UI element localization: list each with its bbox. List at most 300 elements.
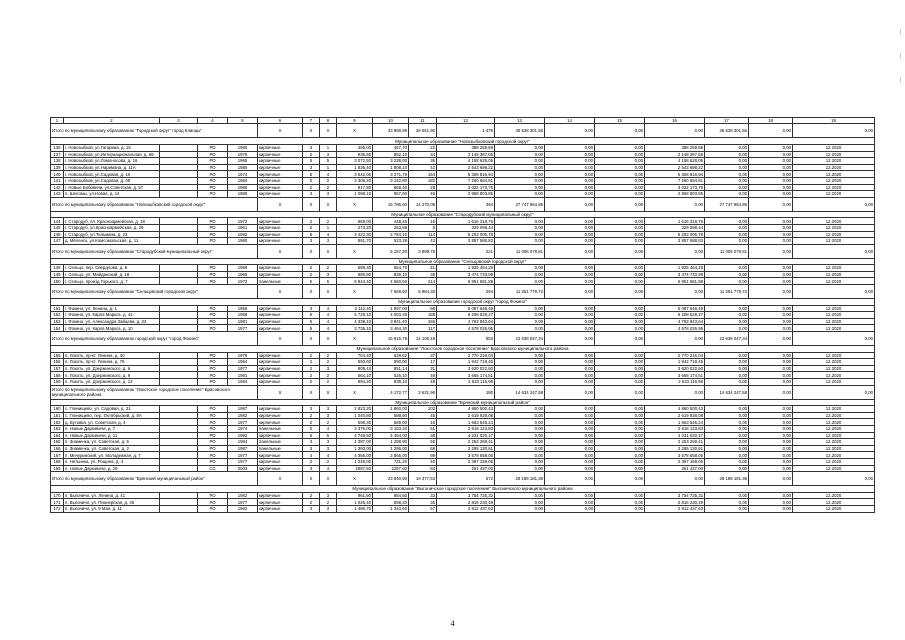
table-cell: 1972 — [228, 218, 258, 225]
table-cell: 394 — [437, 197, 495, 211]
table-cell: 12.2020 — [793, 499, 875, 506]
table-cell: 12.2020 — [793, 452, 875, 459]
table-cell: 0,00 — [705, 352, 749, 359]
table-cell: 12.2020 — [793, 312, 875, 319]
table-cell: 2 — [303, 492, 320, 499]
table-cell: 2 633 116,98 — [645, 379, 705, 386]
table-cell: 3 735,10 — [337, 325, 373, 332]
table-cell: 140 — [51, 171, 64, 178]
table-cell: 5 851 581,88 — [645, 278, 705, 285]
table-cell: 251 437,00 — [437, 465, 495, 472]
table-row — [51, 158, 875, 165]
table-cell: 3 668 174,51 — [437, 372, 495, 379]
table-cell: кирпичные — [258, 305, 303, 312]
table-cell: 0,00 — [545, 224, 595, 231]
table-cell: 7 569,50 — [373, 285, 409, 299]
table-cell: 3 754 725,32 — [437, 492, 495, 499]
table-cell: 3 238,00 — [373, 158, 409, 165]
table-cell: 1982 — [228, 432, 258, 439]
table-cell: п. Выгоничи, ул. Пионерская, д. 45 — [64, 499, 160, 506]
table-cell: 33 — [409, 492, 437, 499]
table-cell: 2 — [303, 458, 320, 465]
table-cell: 164 — [51, 432, 64, 439]
table-cell: 12.2020 — [793, 406, 875, 413]
table-cell: РО — [198, 151, 228, 158]
table-cell: Итого по муниципальному образованию "Брянский муниципальный район" — [51, 472, 258, 486]
table-cell: 17 — [705, 118, 749, 124]
table-cell: 851,14 — [373, 365, 409, 372]
table-row — [51, 359, 875, 366]
table-cell: 0,00 — [749, 285, 793, 299]
table-cell: 166 — [409, 318, 437, 325]
table-cell: 4 — [320, 452, 337, 459]
table-cell: 12.2020 — [793, 184, 875, 191]
table-cell: 1977 — [228, 458, 258, 465]
table-cell: 0,00 — [595, 144, 645, 151]
table-cell: 0,00 — [705, 231, 749, 238]
table-cell: 188 — [409, 312, 437, 319]
table-cell: 0,00 — [545, 432, 595, 439]
table-cell: 0,00 — [749, 305, 793, 312]
table-cell: 5 — [303, 312, 320, 319]
table-cell: 5 984,30 — [409, 285, 437, 299]
table-cell: X — [320, 124, 337, 138]
table-cell: 66 — [409, 305, 437, 312]
table-cell — [160, 318, 198, 325]
table-cell: 3 — [303, 505, 320, 512]
table-cell: 2 865,00 — [373, 452, 409, 459]
table-cell: кирпичные — [258, 452, 303, 459]
table-cell: п. Выгоничи, ул. 9 Мая, д. 11 — [64, 505, 160, 512]
table-cell: 35 — [409, 499, 437, 506]
table-body — [51, 118, 875, 513]
table-cell: 12 — [437, 118, 495, 124]
table-cell: X — [320, 332, 337, 346]
table-cell: 36 — [409, 158, 437, 165]
table-cell: 2 148 367,65 — [437, 151, 495, 158]
table-cell: 1977 — [228, 325, 258, 332]
table-cell: кирпичные — [258, 365, 303, 372]
table-cell: СС — [198, 465, 228, 472]
table-cell: 593,60 — [337, 359, 373, 366]
table-cell: 1 393,00 — [337, 445, 373, 452]
table-cell: 0,00 — [495, 365, 545, 372]
table-cell: X — [337, 197, 373, 211]
table-cell: 2 397 159,05 — [645, 458, 705, 465]
table-cell: 4 560,50 — [373, 278, 409, 285]
table-cell: Муниципальное образование "Брянский муниципальный район" — [51, 399, 875, 406]
table-cell: 19 — [793, 118, 875, 124]
table-row — [51, 412, 875, 419]
table-cell: 28 188 181,36 — [705, 472, 749, 486]
table-cell: 495,00 — [337, 144, 373, 151]
table-cell: 0,00 — [645, 332, 705, 346]
table-cell: 0,00 — [545, 406, 595, 413]
table-cell: 169 — [51, 465, 64, 472]
table-cell: 12.2020 — [793, 465, 875, 472]
table-cell: 0,00 — [749, 379, 793, 386]
table-cell: 0,00 — [495, 325, 545, 332]
table-cell: 0,00 — [749, 265, 793, 272]
table-cell: Муниципальное образование "Выгоничское городское поселение" Выгоничского муниципального района — [51, 486, 875, 493]
table-cell: 0,00 — [595, 124, 645, 138]
section-title-row — [51, 399, 875, 406]
table-cell: Итого по муниципальному образованию "Локотское городское поселение" Брасовского муниципального района — [51, 385, 258, 399]
table-cell: 3 306,20 — [337, 177, 373, 184]
table-cell: 550,00 — [373, 359, 409, 366]
table-cell: 5 844,40 — [337, 278, 373, 285]
table-cell: 11 006 078,81 — [495, 244, 545, 258]
table-cell: 12.2020 — [793, 352, 875, 359]
table-cell: 0,00 — [495, 452, 545, 459]
table-cell: 1980 — [228, 238, 258, 245]
table-cell: панельные — [258, 445, 303, 452]
table-cell: РО — [198, 412, 228, 419]
table-row — [51, 184, 875, 191]
table-cell — [160, 271, 198, 278]
table-cell: 0,00 — [705, 144, 749, 151]
table-cell: 137 — [51, 151, 64, 158]
table-cell: 154 — [409, 171, 437, 178]
table-cell — [160, 325, 198, 332]
table-cell: 0,00 — [545, 359, 595, 366]
table-cell: 0,00 — [645, 472, 705, 486]
table-cell: 0,00 — [793, 385, 875, 399]
table-row — [51, 171, 875, 178]
table-cell: 2 812 437,63 — [437, 505, 495, 512]
table-cell — [160, 406, 198, 413]
table-cell: 1959 — [228, 265, 258, 272]
table-cell: 1 288,90 — [373, 439, 409, 446]
table-cell: 5 — [320, 158, 337, 165]
table-cell: 5 — [303, 325, 320, 332]
table-cell: 0,00 — [595, 432, 645, 439]
table-cell: 0,00 — [595, 439, 645, 446]
table-cell: 147 — [51, 238, 64, 245]
table-cell: 935,50 — [337, 151, 373, 158]
table-cell: 0,00 — [749, 458, 793, 465]
table-cell: 0,00 — [595, 325, 645, 332]
table-cell: 0,00 — [705, 318, 749, 325]
table-cell: Итого по муниципальному образованию "Сельцовский городской округ" — [51, 285, 258, 299]
table-cell: 0,00 — [705, 439, 749, 446]
table-cell: 0,00 — [749, 124, 793, 138]
table-cell: РО — [198, 419, 228, 426]
table-cell: 0,00 — [749, 318, 793, 325]
table-cell: 143 — [51, 191, 64, 198]
table-cell: 2 770 216,04 — [437, 352, 495, 359]
table-cell: РО — [198, 452, 228, 459]
table-cell: 0,00 — [495, 419, 545, 426]
table-cell: 12.2020 — [793, 238, 875, 245]
table-cell: 0,00 — [705, 406, 749, 413]
table-cell: 0,00 — [595, 505, 645, 512]
table-cell: 1 942 718,45 — [645, 359, 705, 366]
table-cell: X — [258, 197, 303, 211]
table-cell: 0,00 — [595, 231, 645, 238]
table-cell: 0,00 — [749, 158, 793, 165]
table-cell: 2 — [303, 184, 320, 191]
table-row — [51, 238, 875, 245]
table-cell: 12.2020 — [793, 278, 875, 285]
table-cell: X — [258, 332, 303, 346]
table-cell: X — [337, 385, 373, 399]
table-cell: 0,00 — [545, 158, 595, 165]
table-cell — [160, 425, 198, 432]
table-cell: 2 — [64, 118, 160, 124]
table-cell: 14 634 247,58 — [495, 385, 545, 399]
table-cell: 0,00 — [545, 439, 595, 446]
table-cell: 23 840,90 — [373, 472, 409, 486]
table-cell: 0,00 — [645, 244, 705, 258]
table-cell: 5 — [303, 177, 320, 184]
table-cell — [160, 372, 198, 379]
table-row — [51, 372, 875, 379]
table-cell: 5 — [303, 278, 320, 285]
table-cell: 0,00 — [705, 177, 749, 184]
table-cell: 1 860,00 — [373, 406, 409, 413]
table-cell: РО — [198, 499, 228, 506]
table-cell — [160, 312, 198, 319]
table-cell: 0,00 — [749, 499, 793, 506]
table-cell: 891,70 — [337, 238, 373, 245]
table-cell: 629,62 — [373, 352, 409, 359]
table-cell: 0,00 — [595, 452, 645, 459]
table-cell: г. Новозыбков, ул.Наримана, д. 11А — [64, 164, 160, 171]
table-cell: X — [258, 244, 303, 258]
table-cell: 0,00 — [545, 412, 595, 419]
table-cell: 3 022 173,75 — [645, 184, 705, 191]
table-cell: РО — [198, 425, 228, 432]
table-cell: 448,45 — [373, 218, 409, 225]
table-cell: 0,00 — [645, 285, 705, 299]
table-cell: 0,00 — [545, 191, 595, 198]
table-cell: д. Меленск, ул.Комсомольская, д. 11 — [64, 238, 160, 245]
table-cell: 0,00 — [495, 278, 545, 285]
table-cell — [160, 365, 198, 372]
table-cell: 2 868 803,85 — [645, 191, 705, 198]
table-cell: 214 — [409, 278, 437, 285]
table-cell: 3 857 588,83 — [645, 238, 705, 245]
table-cell: 0,00 — [545, 278, 595, 285]
table-row — [51, 318, 875, 325]
table-cell: 0,00 — [545, 452, 595, 459]
table-cell: 99 — [409, 452, 437, 459]
table-cell: РО — [198, 379, 228, 386]
table-cell: 157 — [51, 365, 64, 372]
table-cell: 0,00 — [749, 332, 793, 346]
table-cell: 5 — [303, 171, 320, 178]
table-cell: X — [303, 385, 320, 399]
table-cell — [160, 379, 198, 386]
table-row — [51, 177, 875, 184]
table-cell: кирпичные — [258, 318, 303, 325]
table-cell: 12.2020 — [793, 445, 875, 452]
table-cell: 2 — [320, 184, 337, 191]
subtotal-row — [51, 385, 875, 399]
table-cell: 839,10 — [373, 379, 409, 386]
table-cell: 2 — [320, 177, 337, 184]
table-cell: 2 — [303, 412, 320, 419]
table-cell: 0,00 — [705, 218, 749, 225]
table-cell: РО — [198, 352, 228, 359]
table-cell: 0,00 — [545, 184, 595, 191]
table-cell — [160, 412, 198, 419]
table-cell: 10 — [373, 118, 409, 124]
table-cell: кирпичные — [258, 191, 303, 198]
table-cell: 0,00 — [705, 151, 749, 158]
table-cell: 2 — [320, 359, 337, 366]
table-cell — [160, 144, 198, 151]
table-cell: 14 270,08 — [409, 197, 437, 211]
table-cell: 2 770 216,04 — [645, 352, 705, 359]
table-cell: X — [320, 244, 337, 258]
table-cell — [160, 231, 198, 238]
table-cell: кирпичные — [258, 218, 303, 225]
table-cell: 0,00 — [495, 171, 545, 178]
table-cell: 1 486,70 — [337, 505, 373, 512]
table-cell: 0,00 — [705, 158, 749, 165]
table-cell: 6 — [258, 118, 303, 124]
table-cell: 34 — [409, 151, 437, 158]
table-cell: РО — [198, 406, 228, 413]
table-cell: 0,00 — [595, 191, 645, 198]
table-cell — [160, 158, 198, 165]
table-cell: 0,00 — [595, 359, 645, 366]
table-cell: п. Шеломы, ул.Новая, д. 14 — [64, 191, 160, 198]
table-cell: X — [337, 285, 373, 299]
table-cell: 43 — [409, 238, 437, 245]
table-cell: 5 203 005,78 — [645, 231, 705, 238]
table-cell: 0,00 — [595, 278, 645, 285]
table-cell: 3 578 658,05 — [645, 452, 705, 459]
table-cell: 2 — [320, 372, 337, 379]
table-cell: 0,00 — [545, 177, 595, 184]
table-cell: 12.2020 — [793, 379, 875, 386]
table-cell — [160, 184, 198, 191]
table-cell: 2 — [320, 419, 337, 426]
table-cell — [160, 177, 198, 184]
table-cell: 4 578 026,95 — [437, 325, 495, 332]
table-cell: 155 — [51, 352, 64, 359]
table-cell — [160, 432, 198, 439]
table-cell: 569,00 — [337, 218, 373, 225]
table-cell: 2 816 230,49 — [437, 499, 495, 506]
table-cell: 894,20 — [337, 379, 373, 386]
table-cell: 957,60 — [373, 191, 409, 198]
table-cell: 163 — [51, 425, 64, 432]
table-cell: 11 251 779,72 — [705, 285, 749, 299]
table-cell: 0,00 — [545, 385, 595, 399]
table-cell: 12.2020 — [793, 439, 875, 446]
table-row — [51, 164, 875, 171]
table-cell: 0,00 — [749, 505, 793, 512]
table-cell: 1973 — [228, 278, 258, 285]
table-cell: РО — [198, 359, 228, 366]
table-cell: Муниципальное образование "Стародубский муниципальный округ" — [51, 211, 875, 218]
table-cell: X — [258, 385, 303, 399]
table-cell: 1965 — [228, 271, 258, 278]
table-cell: 5 — [303, 425, 320, 432]
table-cell: 1 908,10 — [373, 164, 409, 171]
table-cell: РО — [198, 325, 228, 332]
subtotal-row — [51, 244, 875, 258]
table-cell: X — [320, 197, 337, 211]
table-cell: 156 — [51, 359, 64, 366]
table-cell: 0,00 — [793, 124, 875, 138]
table-cell: 3 — [303, 465, 320, 472]
table-cell: панельные — [258, 425, 303, 432]
table-cell: 11 006 078,81 — [705, 244, 749, 258]
table-cell: кирпичные — [258, 231, 303, 238]
table-cell: РО — [198, 265, 228, 272]
table-cell: 154 — [51, 325, 64, 332]
table-cell: 141 — [51, 177, 64, 184]
table-cell: 885,90 — [337, 271, 373, 278]
table-cell: 12.2020 — [793, 359, 875, 366]
table-cell: 0,00 — [705, 305, 749, 312]
table-cell: 4 231 020,17 — [645, 432, 705, 439]
table-cell: 0,00 — [749, 231, 793, 238]
table-row — [51, 305, 875, 312]
register-sheet — [50, 117, 874, 513]
table-cell: Муниципальное образование городской округ "город Фокино" — [51, 299, 875, 306]
table-cell: 5 087 646,49 — [437, 305, 495, 312]
table-cell: 12.2020 — [793, 144, 875, 151]
table-cell: РО — [198, 218, 228, 225]
table-cell: 149 — [51, 271, 64, 278]
table-cell: 0,00 — [545, 144, 595, 151]
table-cell: 0,00 — [749, 445, 793, 452]
table-cell: 0,00 — [545, 305, 595, 312]
table-cell: 1 897,00 — [373, 305, 409, 312]
table-cell: 1958 — [228, 312, 258, 319]
table-cell: 0,00 — [495, 379, 545, 386]
table-cell: 3 841,40 — [373, 318, 409, 325]
table-cell: РО — [198, 171, 228, 178]
table-row — [51, 379, 875, 386]
table-cell: 1 026,40 — [337, 499, 373, 506]
table-row — [51, 151, 875, 158]
table-cell: кирпичные — [258, 144, 303, 151]
table-cell: X — [303, 332, 320, 346]
table-cell: 4 356,00 — [337, 452, 373, 459]
table-cell: 4 158 626,05 — [645, 158, 705, 165]
page-number: 4 — [450, 619, 455, 628]
table-cell: 1 663 545,24 — [645, 419, 705, 426]
table-cell: 0,00 — [749, 224, 793, 231]
table-cell: 12.2020 — [793, 158, 875, 165]
table-cell: 0,00 — [749, 419, 793, 426]
table-cell: 3 464,30 — [373, 325, 409, 332]
table-cell: 2287,60 — [373, 465, 409, 472]
table-cell: кирпичные — [258, 359, 303, 366]
table-cell: 0,00 — [749, 278, 793, 285]
table-cell: 0,00 — [645, 385, 705, 399]
table-cell: РО — [198, 312, 228, 319]
table-cell: 12.2020 — [793, 505, 875, 512]
table-cell — [160, 439, 198, 446]
table-cell: г. Сельцо, проезд Горького, д. 7 — [64, 278, 160, 285]
table-cell: 3 — [320, 238, 337, 245]
table-cell: 0,00 — [749, 425, 793, 432]
table-cell: 6 208 528,27 — [645, 312, 705, 319]
table-cell: 22 638 047,34 — [705, 332, 749, 346]
table-cell: 27 747 864,86 — [705, 197, 749, 211]
table-cell: 12.2020 — [793, 318, 875, 325]
table-cell: 0,00 — [749, 352, 793, 359]
table-cell: 3 — [320, 492, 337, 499]
